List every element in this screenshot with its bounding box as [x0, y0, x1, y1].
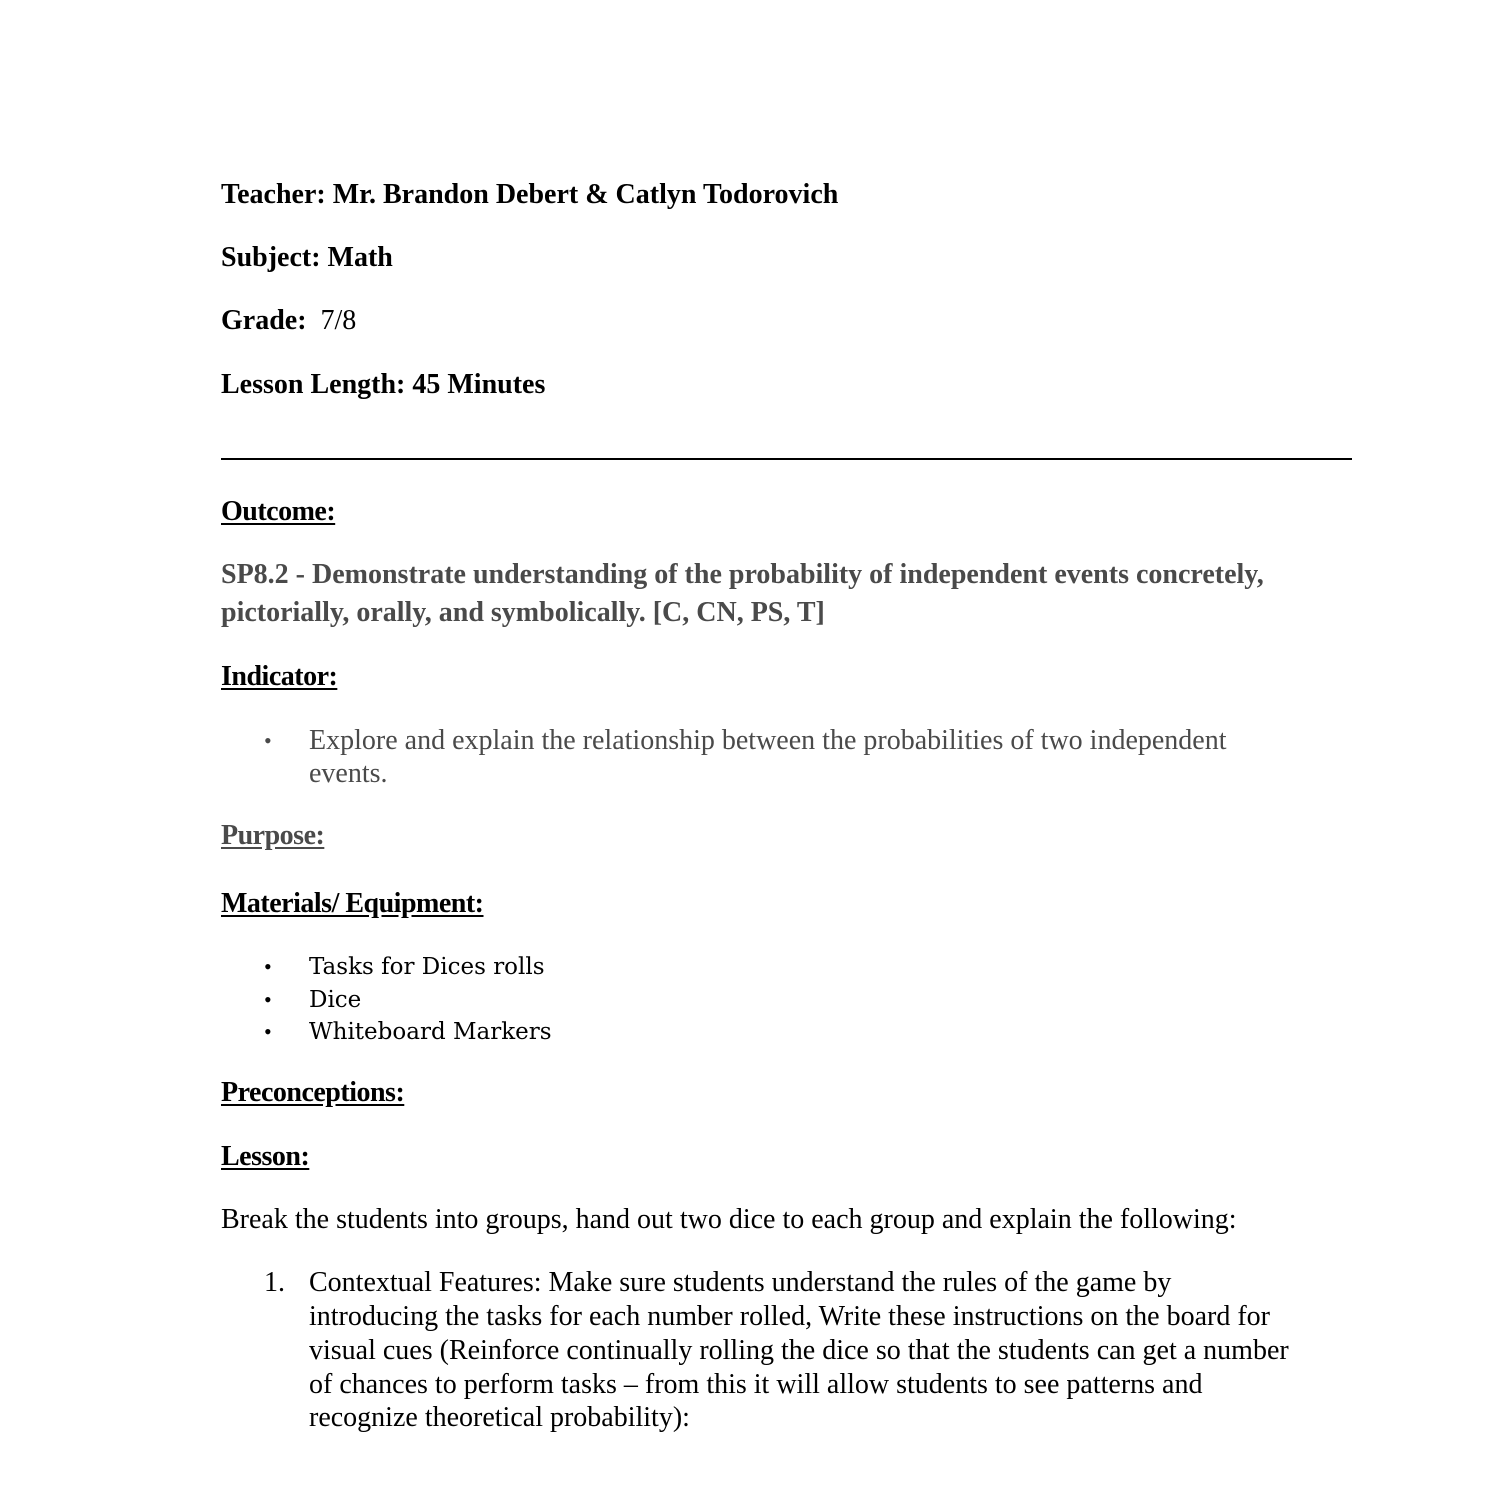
- preconceptions-heading: Preconceptions:: [221, 1077, 405, 1108]
- teacher-line: [221, 178, 838, 212]
- grade-line: [221, 304, 356, 338]
- purpose-heading: Purpose:: [221, 820, 325, 851]
- subject-value: Math: [327, 242, 393, 273]
- indicator-heading: Indicator:: [221, 661, 338, 692]
- step-line: recognize theoretical probability):: [309, 1402, 690, 1433]
- material-item: Tasks for Dices rolls: [309, 954, 545, 980]
- teacher-label: Teacher:: [221, 179, 326, 210]
- step-line: introducing the tasks for each number rolled, Write these instructions on the board for: [309, 1301, 1270, 1332]
- outcome-heading: Outcome:: [221, 496, 336, 527]
- bullet-icon: •: [264, 987, 272, 1012]
- step-line: visual cues (Reinforce continually rolling the dice so that the students can get a number: [309, 1335, 1289, 1366]
- materials-heading: Materials/ Equipment:: [221, 888, 484, 919]
- material-item: Dice: [309, 987, 362, 1013]
- outcome-line: SP8.2 - Demonstrate understanding of the probability of independent events concretely,: [221, 559, 1264, 590]
- step-line: of chances to perform tasks – from this it will allow students to see patterns and: [309, 1369, 1203, 1400]
- subject-label: Subject:: [221, 242, 321, 273]
- divider: [221, 458, 1352, 460]
- step-number: 1.: [264, 1267, 285, 1298]
- length-label: Lesson Length:: [221, 369, 406, 400]
- bullet-icon: •: [264, 728, 272, 753]
- teacher-value: Mr. Brandon Debert & Catlyn Todorovich: [332, 179, 839, 210]
- lesson-intro: Break the students into groups, hand out two dice to each group and explain the following:: [221, 1204, 1237, 1235]
- indicator-item: Explore and explain the relationship between the probabilities of two independent: [309, 725, 1227, 756]
- material-item: Whiteboard Markers: [309, 1019, 552, 1045]
- grade-value: 7/8: [320, 305, 357, 336]
- indicator-item: events.: [309, 758, 388, 789]
- outcome-line: pictorially, orally, and symbolically. [C, CN, PS, T]: [221, 597, 825, 628]
- grade-label: Grade:: [221, 305, 307, 336]
- bullet-icon: •: [264, 954, 272, 979]
- length-line: [221, 368, 545, 402]
- lesson-heading: Lesson:: [221, 1141, 310, 1172]
- bullet-icon: •: [264, 1019, 272, 1044]
- length-value: 45 Minutes: [412, 369, 546, 400]
- subject-line: [221, 241, 393, 275]
- step-line: Contextual Features: Make sure students understand the rules of the game by: [309, 1267, 1172, 1298]
